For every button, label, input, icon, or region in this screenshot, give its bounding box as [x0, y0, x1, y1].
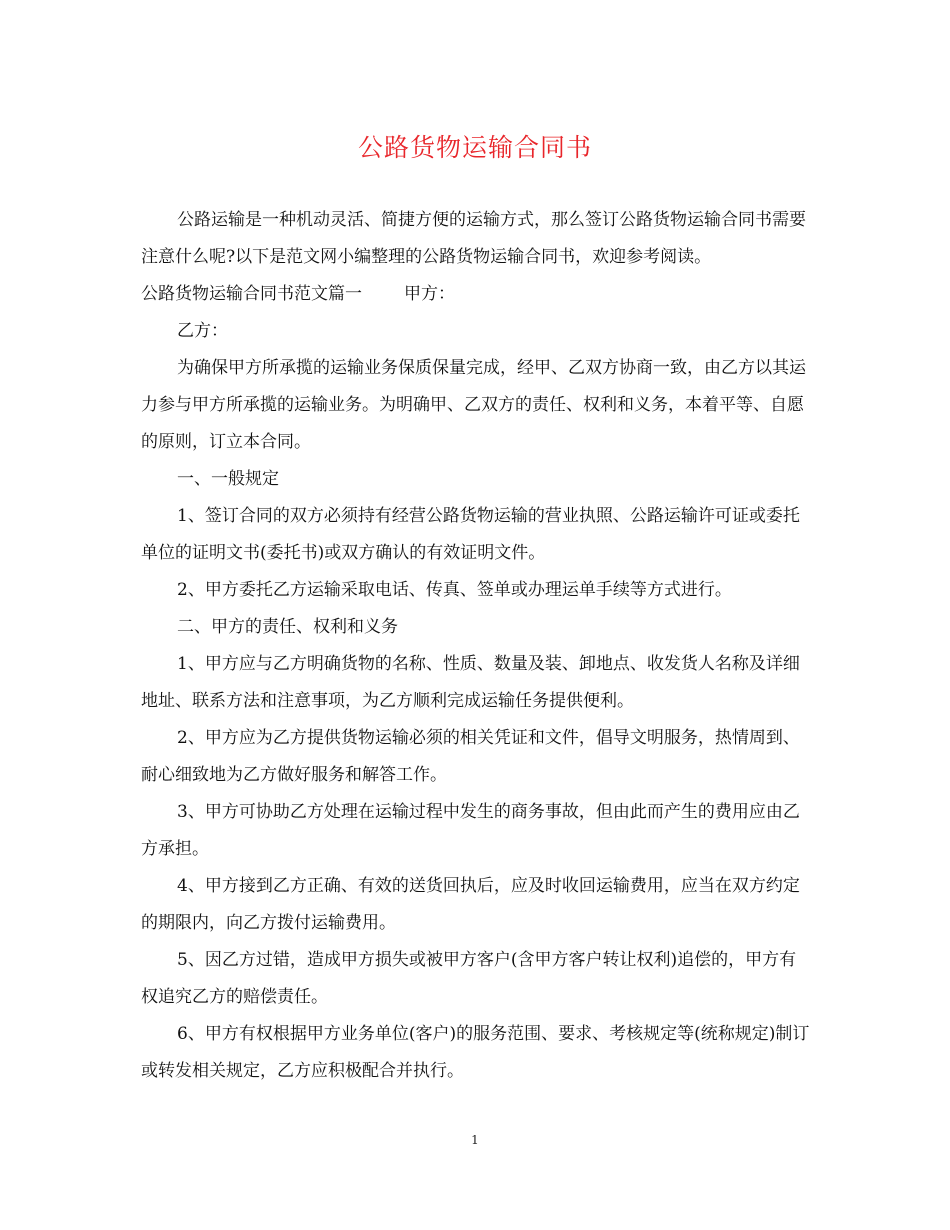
- section-2-item: 4、甲方接到乙方正确、有效的送货回执后，应及时收回运输费用，应当在双方约定的期限内，向乙方拨付运输费用。: [141, 876, 800, 933]
- sample-heading-line: [141, 276, 813, 313]
- section-2-item: 6、甲方有权根据甲方业务单位(客户)的服务范围、要求、考核规定等(统称规定)制订或转发相关规定，乙方应积极配合并执行。: [141, 1024, 810, 1081]
- section-2-title: 二、甲方的责任、权利和义务: [177, 617, 398, 637]
- document-title: 公路货物运输合同书: [357, 133, 592, 162]
- section-1-title: 一、一般规定: [177, 469, 279, 489]
- preamble-paragraph: 为确保甲方所承揽的运输业务保质保量完成，经甲、乙双方协商一致，由乙方以其运力参与甲方所承揽的运输业务。为明确甲、乙双方的责任、权利和义务，本着平等、自愿的原则，订立本合同。: [141, 358, 806, 452]
- party-b-label: 乙方：: [177, 321, 228, 341]
- section-1-item: 2、甲方委托乙方运输采取电话、传真、签单或办理运单手续等方式进行。: [177, 580, 732, 600]
- document-body: [141, 202, 813, 1090]
- section-2-item: 5、因乙方过错，造成甲方损失或被甲方客户(含甲方客户转让权利)追偿的，甲方有权追究乙方的赔偿责任。: [141, 950, 797, 1007]
- section-1-item: 1、签订合同的双方必须持有经营公路货物运输的营业执照、公路运输许可证或委托单位的证明文书(委托书)或双方确认的有效证明文件。: [141, 506, 800, 563]
- section-2-item: 1、甲方应与乙方明确货物的名称、性质、数量及装、卸地点、收发货人名称及详细地址、联系方法和注意事项，为乙方顺利完成运输任务提供便利。: [141, 654, 800, 711]
- sample-heading: 公路货物运输合同书范文篇一: [141, 284, 362, 304]
- page-number: 1: [471, 1133, 479, 1147]
- section-2-item: 2、甲方应为乙方提供货物运输必须的相关凭证和文件，倡导文明服务，热情周到、耐心细致地为乙方做好服务和解答工作。: [141, 728, 800, 785]
- intro-paragraph: 公路运输是一种机动灵活、简捷方便的运输方式，那么签订公路货物运输合同书需要注意什么呢?以下是范文网小编整理的公路货物运输合同书，欢迎参考阅读。: [141, 210, 806, 267]
- section-2-item: 3、甲方可协助乙方处理在运输过程中发生的商务事故，但由此而产生的费用应由乙方承担。: [141, 802, 800, 859]
- party-a-label: 甲方：: [404, 284, 455, 304]
